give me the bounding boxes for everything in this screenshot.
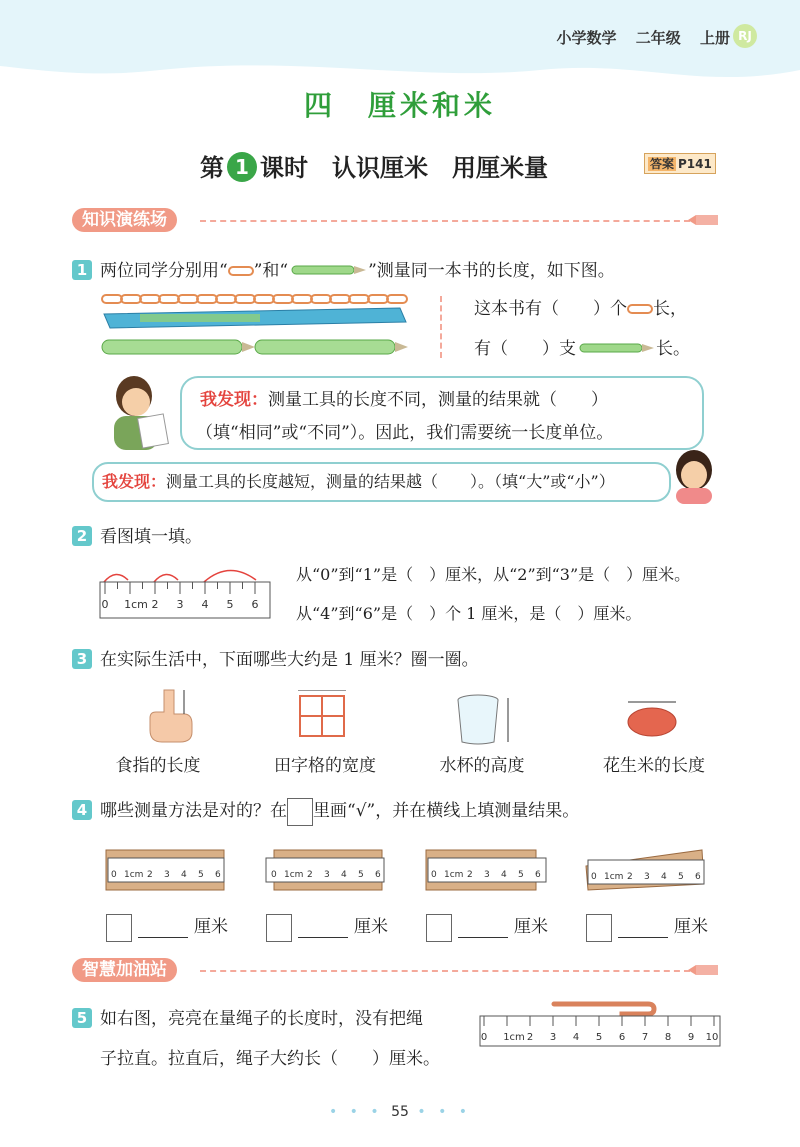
- q1-fill-line1: [474, 294, 687, 319]
- find1-line2: （填“相同”或“不同”）。因此，我们需要统一长度单位。: [196, 423, 614, 443]
- girl-illustration: [668, 448, 720, 504]
- ruler-label: 0: [480, 1032, 488, 1043]
- ruler-label: 9: [687, 1032, 695, 1043]
- boy-reading-illustration: [100, 372, 172, 452]
- checkbox-sample: [287, 798, 313, 826]
- q1-text-a: 两位同学分别用“: [100, 261, 228, 281]
- rj-badge: RJ: [733, 24, 757, 48]
- q1-fill2-b: 长。: [656, 339, 690, 359]
- ruler-label: 3: [549, 1032, 557, 1043]
- answer-line[interactable]: [458, 917, 508, 938]
- fig-divider: [440, 296, 442, 358]
- ruler-label: 3: [324, 870, 330, 880]
- q1-text-c: ”测量同一本书的长度，如下图。: [368, 261, 615, 281]
- ruler-label: 10: [705, 1032, 719, 1043]
- ruler-label: 1cm: [503, 1032, 525, 1043]
- section-challenge: 智慧加油站: [72, 958, 177, 982]
- page-number-value: 55: [391, 1104, 409, 1120]
- ruler-label: 4: [201, 598, 209, 611]
- q4-answer-4: [586, 912, 708, 942]
- page-number: [0, 1104, 800, 1120]
- pencil-icon: [688, 964, 718, 976]
- q5-number: 5: [72, 1008, 92, 1028]
- check-box[interactable]: [586, 914, 612, 942]
- ruler-label: 8: [664, 1032, 672, 1043]
- ruler-label: 1cm: [124, 598, 148, 611]
- header-volume: 上册: [699, 29, 730, 47]
- header-subject: 小学数学: [556, 29, 617, 47]
- pen-icon: [576, 342, 656, 354]
- q3-number: 3: [72, 649, 92, 669]
- pen-icon: [288, 264, 368, 276]
- ruler-label: 0: [591, 872, 597, 882]
- ruler-label: 2: [147, 870, 153, 880]
- ruler-label: 5: [678, 872, 684, 882]
- ruler-label: 6: [695, 872, 701, 882]
- ruler-label: 5: [358, 870, 364, 880]
- q1-fill2-a: 有（ ）支: [474, 339, 576, 359]
- lesson-title: [200, 148, 548, 183]
- ruler-label: 3: [176, 598, 184, 611]
- ruler-label: 5: [226, 598, 234, 611]
- unit-label: 厘米: [514, 917, 548, 937]
- q4-text: [72, 796, 579, 826]
- ruler-label: 2: [307, 870, 313, 880]
- q3-item-peanut: 花生米的长度: [603, 756, 705, 776]
- q2-number: 2: [72, 526, 92, 546]
- ruler-label: 0: [431, 870, 437, 880]
- ruler-label: 7: [641, 1032, 649, 1043]
- q2-text: [72, 522, 202, 547]
- find1-text1: 测量工具的长度不同，测量的结果就（ ）: [268, 390, 608, 410]
- q3-item-cup: 水杯的高度: [439, 756, 525, 776]
- q4-number: 4: [72, 800, 92, 820]
- ruler-label: 2: [151, 598, 159, 611]
- ruler-label: 6: [535, 870, 541, 880]
- section-divider: [200, 220, 690, 222]
- ruler-label: 2: [627, 872, 633, 882]
- answer-line[interactable]: [138, 917, 188, 938]
- ruler-label: 0: [101, 598, 109, 611]
- ruler-option-4: [584, 846, 710, 896]
- q4-text-b: 里画“√”，并在横线上填测量结果。: [313, 801, 580, 821]
- rope-ruler-figure: [478, 996, 724, 1052]
- ruler-label: 5: [595, 1032, 603, 1043]
- q1-number: 1: [72, 260, 92, 280]
- q4-text-a: 哪些测量方法是对的？在: [100, 801, 287, 821]
- tianzige-grid: [296, 690, 352, 742]
- ruler-label: 3: [484, 870, 490, 880]
- answer-line[interactable]: [298, 917, 348, 938]
- unit-title: 四 厘米和米: [303, 89, 496, 122]
- ruler-label: 6: [215, 870, 221, 880]
- section-divider: [200, 970, 690, 972]
- ruler-label: 2: [526, 1032, 534, 1043]
- lesson-number: 1: [227, 152, 257, 182]
- q2-line1: 从“0”到“1”是（ ）厘米，从“2”到“3”是（ ）厘米。: [296, 565, 691, 584]
- find1-line1: [200, 385, 608, 410]
- ruler-label: 4: [341, 870, 347, 880]
- ruler-label: 5: [518, 870, 524, 880]
- q5-line1: [72, 1004, 423, 1029]
- clip-icon: [228, 266, 254, 276]
- answer-label: 答案: [650, 157, 675, 171]
- ruler-label: 0: [111, 870, 117, 880]
- ruler-label: 2: [467, 870, 473, 880]
- ruler-figure-q2: [98, 558, 284, 622]
- header-grade: 二年级: [635, 29, 681, 47]
- q1-text: [72, 256, 615, 281]
- q1-fill1-b: 长，: [653, 299, 687, 319]
- q3-item-grid: 田字格的宽度: [274, 756, 376, 776]
- q4-answer-2: [266, 912, 388, 942]
- unit-label: 厘米: [194, 917, 228, 937]
- find1-label: 我发现：: [200, 390, 268, 410]
- q1-fill-line2: [474, 334, 690, 359]
- q3-item-finger: 食指的长度: [115, 756, 201, 776]
- ruler-label: 4: [572, 1032, 580, 1043]
- answer-line[interactable]: [618, 917, 668, 938]
- pencil-icon: [688, 214, 718, 226]
- check-box[interactable]: [106, 914, 132, 942]
- dots-left: • • •: [328, 1104, 392, 1120]
- unit-label: 厘米: [354, 917, 388, 937]
- q5-text1: 如右图，亮亮在量绳子的长度时，没有把绳: [100, 1009, 423, 1029]
- ruler-label: 6: [618, 1032, 626, 1043]
- ruler-label: 1cm: [604, 872, 624, 882]
- ruler-option-1: [104, 846, 230, 896]
- peanut-illustration: [620, 698, 684, 742]
- ruler-option-2: [264, 846, 390, 896]
- lesson-suffix: 课时 认识厘米 用厘米量: [260, 154, 548, 182]
- find2-line: [102, 469, 615, 492]
- ruler-label: 1cm: [124, 870, 144, 880]
- check-box[interactable]: [426, 914, 452, 942]
- unit-label: 厘米: [674, 917, 708, 937]
- ruler-option-3: [424, 846, 550, 896]
- q1-fill1-a: 这本书有（ ）个: [474, 299, 627, 319]
- finger-illustration: [142, 684, 198, 744]
- ruler-label: 5: [198, 870, 204, 880]
- q2-label: 看图填一填。: [100, 527, 202, 547]
- ruler-label: 1cm: [444, 870, 464, 880]
- q4-answer-3: [426, 912, 548, 942]
- ruler-label: 6: [375, 870, 381, 880]
- answer-page: P141: [678, 157, 712, 171]
- header: [542, 27, 730, 48]
- ruler-label: 4: [501, 870, 507, 880]
- section-practice: 知识演练场: [72, 208, 177, 232]
- q3-text: [72, 645, 479, 670]
- find2-text: 测量工具的长度越短，测量的结果越（ ）。（填“大”或“小”）: [166, 472, 615, 491]
- find2-label: 我发现：: [102, 472, 167, 491]
- q1-text-b: ”和“: [253, 261, 289, 281]
- lesson-prefix: 第: [200, 154, 224, 182]
- ruler-label: 6: [251, 598, 259, 611]
- water-cup: [452, 692, 516, 748]
- ruler-label: 3: [644, 872, 650, 882]
- clip-icon: [627, 304, 653, 314]
- dots-right: • • •: [408, 1104, 472, 1120]
- ruler-label: 1cm: [284, 870, 304, 880]
- ruler-label: 3: [164, 870, 170, 880]
- ruler-label: 4: [661, 872, 667, 882]
- q5-line2: 子拉直。拉直后，绳子大约长（ ）厘米。: [100, 1049, 440, 1069]
- q2-line2: 从“4”到“6”是（ ）个 1 厘米，是（ ）厘米。: [296, 604, 642, 623]
- answer-ref: [644, 153, 716, 174]
- q3-label: 在实际生活中，下面哪些大约是 1 厘米？圈一圈。: [100, 650, 479, 670]
- book-measure-figure: [100, 292, 410, 362]
- q4-answer-1: [106, 912, 228, 942]
- ruler-label: 0: [271, 870, 277, 880]
- ruler-label: 4: [181, 870, 187, 880]
- check-box[interactable]: [266, 914, 292, 942]
